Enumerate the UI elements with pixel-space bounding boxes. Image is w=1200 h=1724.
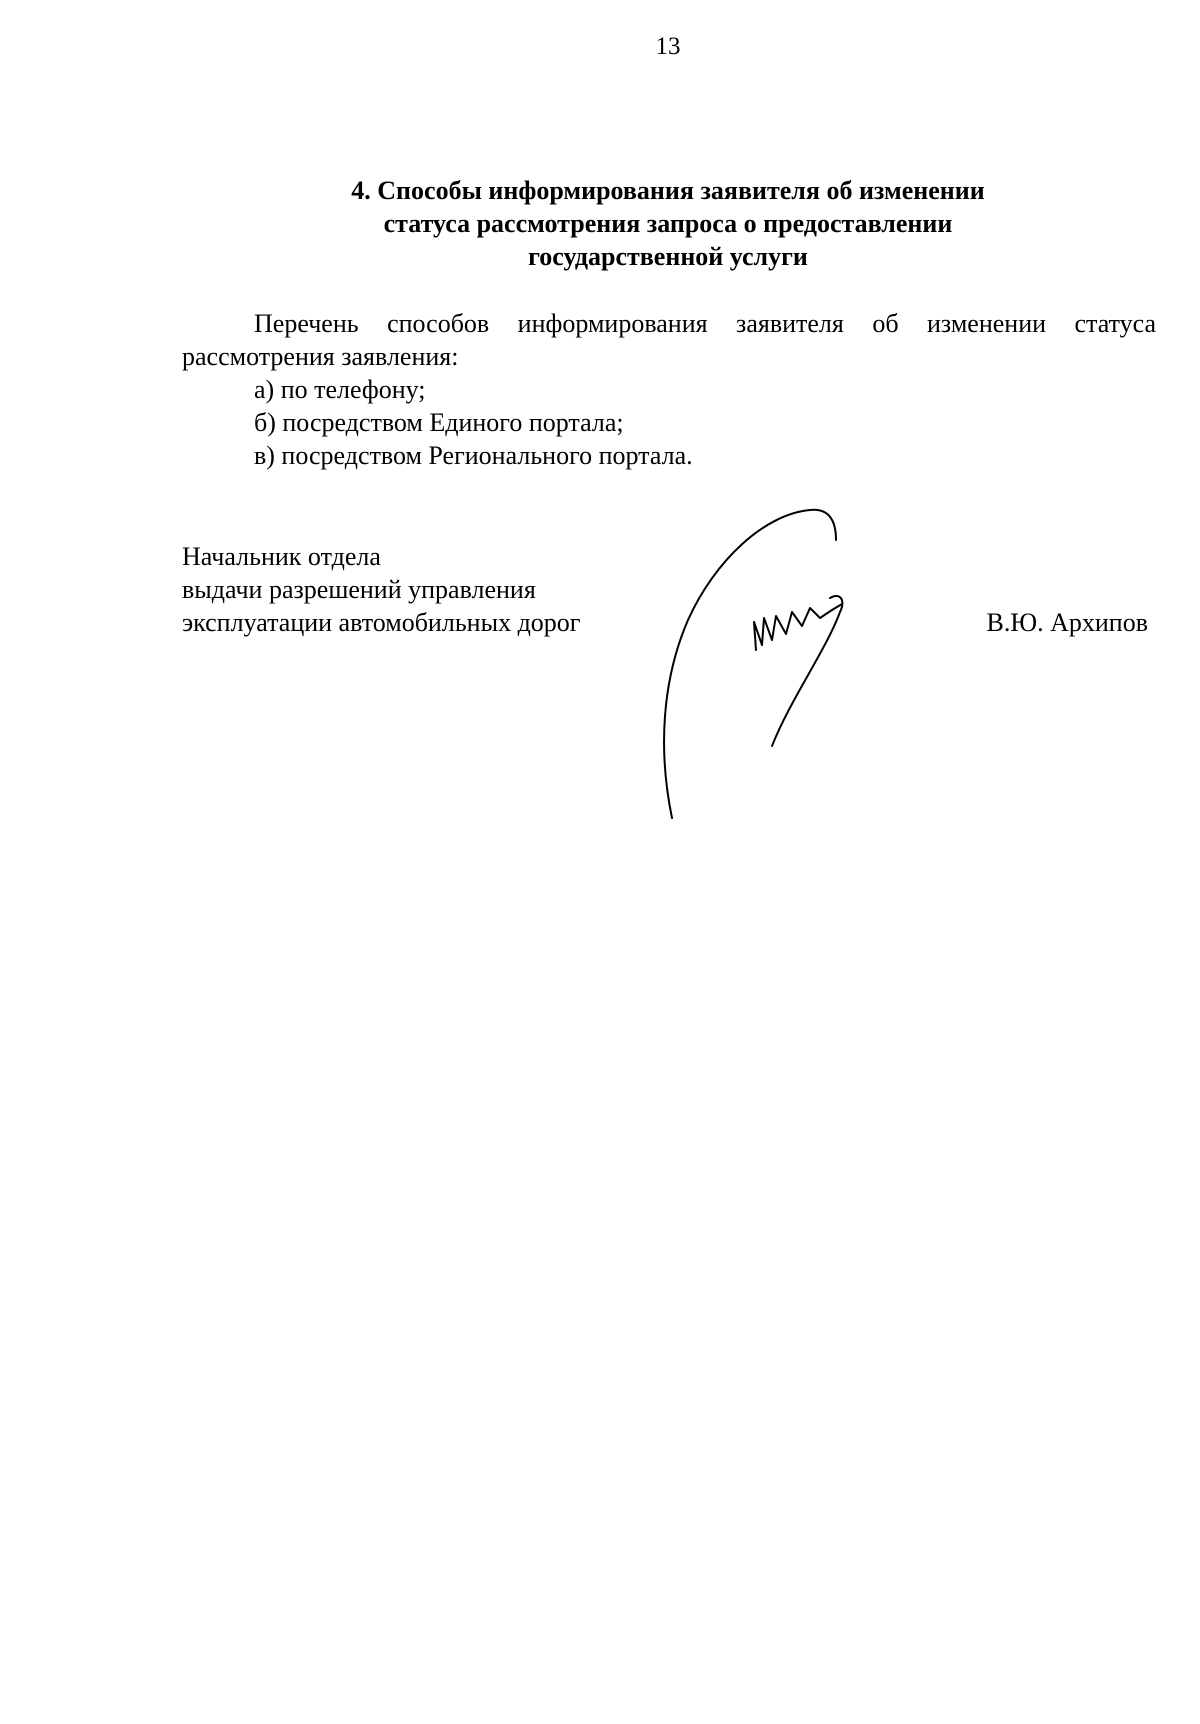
section-heading-line-3: государственной услуги xyxy=(528,242,808,271)
list-item-regional-portal: в) посредством Регионального портала. xyxy=(254,441,693,470)
page-number: 13 xyxy=(655,33,681,60)
signatory-title-line-3: эксплуатации автомобильных дорог xyxy=(182,608,581,637)
list-item-phone: а) по телефону; xyxy=(254,375,426,404)
list-item-unified-portal: б) посредством Единого портала; xyxy=(254,408,624,437)
intro-paragraph: Перечень способов информирования заявителя об изменении статуса рассмотрения заявления: xyxy=(182,309,1156,371)
notification-methods-list xyxy=(182,373,1156,472)
handwritten-signature xyxy=(660,500,880,830)
signatory-title-line-2: выдачи разрешений управления xyxy=(182,575,536,604)
signatory-title xyxy=(182,540,580,639)
signatory-title-line-1: Начальник отдела xyxy=(182,542,381,571)
section-heading-line-2: статуса рассмотрения запроса о предоставлении xyxy=(383,209,953,238)
section-heading-line-1: 4. Способы информирования заявителя об изменении xyxy=(351,176,985,205)
section-heading xyxy=(0,174,1200,273)
signatory-name: В.Ю. Архипов xyxy=(986,608,1148,637)
